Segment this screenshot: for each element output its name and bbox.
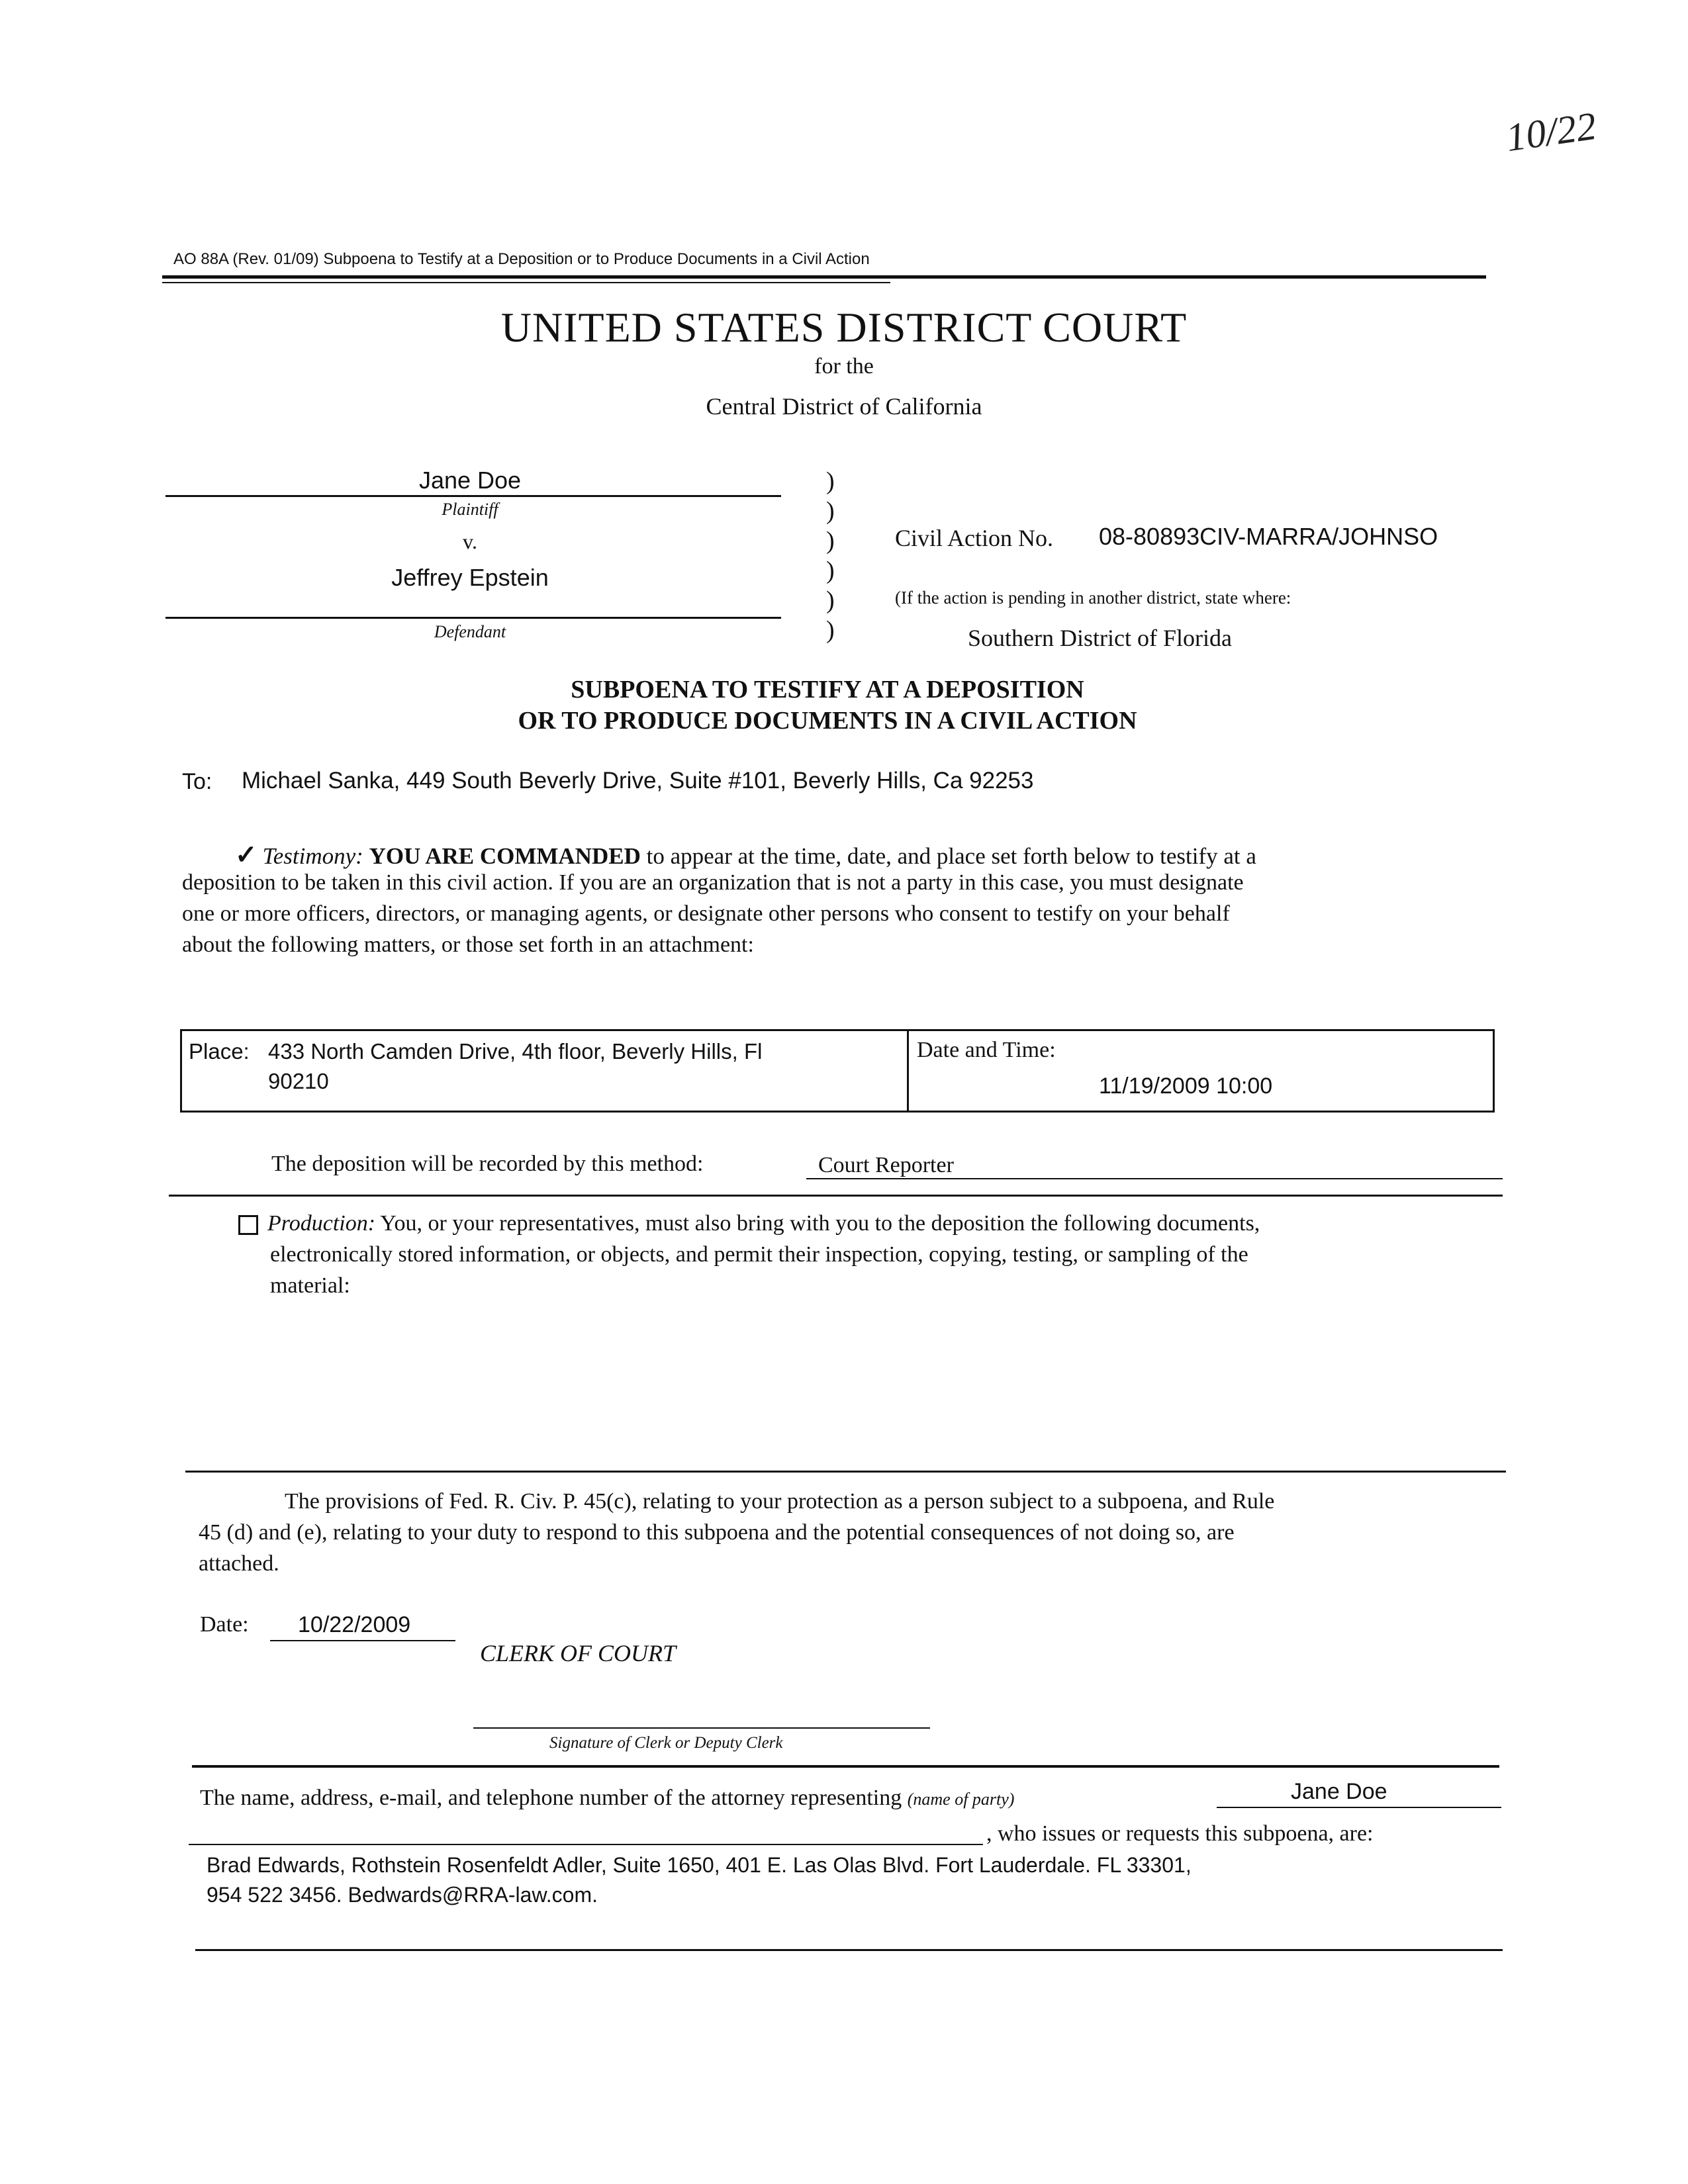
plaintiff-rule bbox=[165, 495, 781, 497]
section-rule bbox=[169, 1195, 1503, 1197]
testimony-line3: one or more officers, directors, or managing agents, or designate other persons who consent to testify on your behalf bbox=[182, 901, 1230, 926]
date-value: 10/22/2009 bbox=[298, 1612, 411, 1637]
datetime-value: 11/19/2009 10:00 bbox=[1099, 1073, 1273, 1099]
attorney-text: The name, address, e-mail, and telephone number of the attorney representing bbox=[200, 1786, 902, 1810]
attorney-line2: , who issues or requests this subpoena, are: bbox=[986, 1821, 1374, 1846]
caption-paren: ) bbox=[826, 527, 835, 555]
provisions-line3: attached. bbox=[199, 1551, 279, 1576]
testimony-line1 bbox=[235, 839, 1256, 870]
defendant-rule bbox=[165, 617, 781, 619]
plaintiff-label: Plaintiff bbox=[442, 500, 498, 519]
section-rule bbox=[192, 1765, 1499, 1768]
signature-line bbox=[473, 1727, 930, 1729]
date-underline bbox=[270, 1640, 455, 1641]
signature-label: Signature of Clerk or Deputy Clerk bbox=[549, 1734, 783, 1752]
production-text-line1: You, or your representatives, must also bring with you to the deposition the following documents, bbox=[380, 1211, 1260, 1236]
caption-paren: ) bbox=[826, 586, 835, 614]
name-of-party-label: (name of party) bbox=[907, 1790, 1015, 1809]
defendant-label: Defendant bbox=[434, 622, 506, 641]
provisions-line2: 45 (d) and (e), relating to your duty to respond to this subpoena and the potential consequences of not doing so, are bbox=[199, 1520, 1235, 1545]
testimony-line1-rest: to appear at the time, date, and place set forth below to testify at a bbox=[646, 843, 1256, 869]
plaintiff-name: Jane Doe bbox=[418, 467, 522, 494]
requester-underline bbox=[189, 1844, 983, 1845]
civil-action-label: Civil Action No. bbox=[895, 525, 1054, 551]
section-rule bbox=[185, 1471, 1506, 1473]
caption-paren: ) bbox=[826, 497, 835, 525]
datetime-label: Date and Time: bbox=[917, 1038, 1056, 1062]
subpoena-heading-line2: OR TO PRODUCE DOCUMENTS IN A CIVIL ACTION bbox=[518, 707, 1137, 735]
footer-rule bbox=[195, 1949, 1503, 1951]
caption-paren: ) bbox=[826, 557, 835, 584]
pending-district: Southern District of Florida bbox=[968, 625, 1232, 651]
place-line2: 90210 bbox=[268, 1069, 329, 1093]
clerk-of-court: CLERK OF COURT bbox=[480, 1640, 677, 1666]
caption-paren: ) bbox=[826, 467, 835, 495]
attorney-party: Jane Doe bbox=[1291, 1779, 1387, 1804]
attorney-info-line2: 954 522 3456. Bedwards@RRA-law.com. bbox=[207, 1883, 598, 1907]
recipient: Michael Sanka, 449 South Beverly Drive, Suite #101, Beverly Hills, Ca 92253 bbox=[242, 768, 1034, 794]
place-date-divider bbox=[907, 1029, 909, 1111]
civil-action-number: 08-80893CIV-MARRA/JOHNSO bbox=[1099, 523, 1438, 550]
testimony-check-icon: ✓ bbox=[235, 840, 258, 870]
header-rule bbox=[162, 275, 1486, 279]
header-rule-thin bbox=[162, 282, 890, 283]
pending-note: (If the action is pending in another district, state where: bbox=[895, 588, 1291, 608]
court-title: UNITED STATES DISTRICT COURT bbox=[500, 304, 1188, 351]
recording-underline bbox=[806, 1178, 1503, 1179]
form-id: AO 88A (Rev. 01/09) Subpoena to Testify at a Deposition or to Produce Documents in a Civil Action bbox=[173, 250, 870, 268]
caption-paren: ) bbox=[826, 616, 835, 644]
provisions-line1: The provisions of Fed. R. Civ. P. 45(c), relating to your protection as a person subject to a subpoena, and Rule bbox=[285, 1489, 1275, 1514]
testimony-line4: about the following matters, or those set forth in an attachment: bbox=[182, 933, 754, 957]
production-line2: electronically stored information, or objects, and permit their inspection, copying, testing, or sampling of the bbox=[270, 1242, 1248, 1267]
court-for-the: for the bbox=[814, 354, 874, 379]
date-label: Date: bbox=[200, 1612, 249, 1637]
party-underline bbox=[1217, 1807, 1501, 1808]
production-line3: material: bbox=[270, 1273, 350, 1298]
recording-label: The deposition will be recorded by this method: bbox=[271, 1152, 704, 1176]
testimony-label: Testimony: bbox=[262, 843, 363, 869]
subpoena-heading-line1: SUBPOENA TO TESTIFY AT A DEPOSITION bbox=[571, 676, 1084, 704]
testimony-commanded: YOU ARE COMMANDED bbox=[369, 843, 641, 869]
handwritten-page-note: 10/22 bbox=[1503, 103, 1599, 160]
versus: v. bbox=[463, 529, 477, 553]
to-label: To: bbox=[182, 769, 212, 794]
testimony-line2: deposition to be taken in this civil action. If you are an organization that is not a party in this case, you must designate bbox=[182, 870, 1244, 895]
recording-method: Court Reporter bbox=[818, 1153, 954, 1177]
production-checkbox bbox=[238, 1215, 258, 1235]
defendant-name: Jeffrey Epstein bbox=[391, 564, 549, 591]
attorney-line1 bbox=[200, 1786, 1014, 1811]
production-line1 bbox=[238, 1211, 1260, 1236]
place-label: Place: bbox=[189, 1039, 250, 1064]
place-line1: 433 North Camden Drive, 4th floor, Beverly Hills, Fl bbox=[268, 1039, 763, 1064]
production-label: Production: bbox=[267, 1211, 376, 1236]
court-district: Central District of California bbox=[706, 393, 982, 420]
attorney-info-line1: Brad Edwards, Rothstein Rosenfeldt Adler, Suite 1650, 401 E. Las Olas Blvd. Fort Lauderdale. FL 33301, bbox=[207, 1853, 1192, 1877]
